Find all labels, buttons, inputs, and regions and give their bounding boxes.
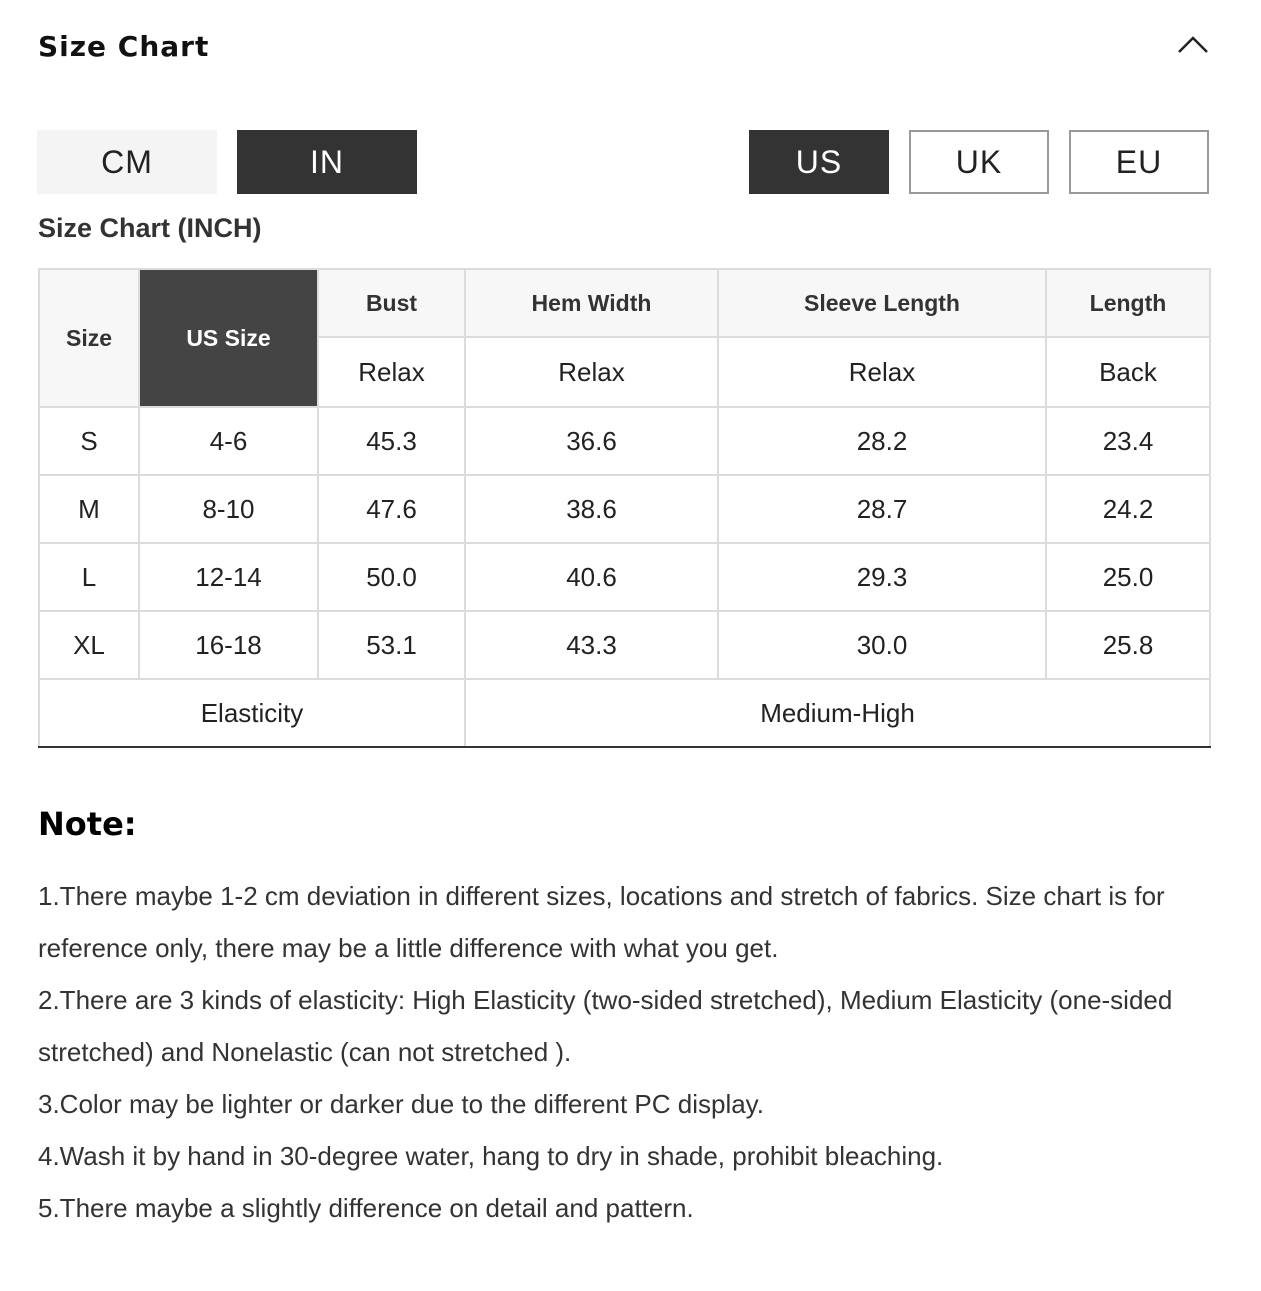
region-us-button[interactable]: US <box>749 130 889 194</box>
cell-sleeve-length: 28.7 <box>718 475 1046 543</box>
cell-bust: 50.0 <box>318 543 465 611</box>
cell-sleeve-length: 30.0 <box>718 611 1046 679</box>
cell-bust: 45.3 <box>318 407 465 475</box>
header-sleeve-length: Sleeve Length <box>718 269 1046 337</box>
cell-us-size: 8-10 <box>139 475 318 543</box>
header-us-size: US Size <box>139 269 318 407</box>
cell-length: 25.8 <box>1046 611 1210 679</box>
subheader-hem-width: Relax <box>465 337 718 407</box>
note-item: 3.Color may be lighter or darker due to the different PC display. <box>38 1089 764 1119</box>
header-bust: Bust <box>318 269 465 337</box>
unit-cm-button[interactable]: CM <box>37 130 217 194</box>
unit-in-button[interactable]: IN <box>237 130 417 194</box>
cell-size: L <box>39 543 139 611</box>
cell-us-size: 16-18 <box>139 611 318 679</box>
table-row <box>39 543 1210 611</box>
subheader-bust: Relax <box>318 337 465 407</box>
header-size: Size <box>39 269 139 407</box>
cell-size: S <box>39 407 139 475</box>
cell-hem-width: 38.6 <box>465 475 718 543</box>
region-eu-button[interactable]: EU <box>1069 130 1209 194</box>
size-chart-title: Size Chart <box>38 30 210 63</box>
note-item: 1.There maybe 1-2 cm deviation in different sizes, locations and stretch of fabrics. Size chart is for reference only, there may be a little difference with what you get. <box>38 881 1165 963</box>
table-row <box>39 611 1210 679</box>
table-row <box>39 407 1210 475</box>
cell-size: M <box>39 475 139 543</box>
chevron-up-icon[interactable] <box>1176 32 1210 56</box>
note-item: 4.Wash it by hand in 30-degree water, hang to dry in shade, prohibit bleaching. <box>38 1141 944 1171</box>
elasticity-row <box>39 679 1210 747</box>
cell-sleeve-length: 28.2 <box>718 407 1046 475</box>
subheader-sleeve-length: Relax <box>718 337 1046 407</box>
cell-sleeve-length: 29.3 <box>718 543 1046 611</box>
notes-list <box>38 870 1218 1234</box>
region-uk-button[interactable]: UK <box>909 130 1049 194</box>
table-header-row <box>39 269 1210 337</box>
cell-hem-width: 43.3 <box>465 611 718 679</box>
cell-hem-width: 36.6 <box>465 407 718 475</box>
chart-subtitle: Size Chart (INCH) <box>38 213 262 243</box>
note-item: 2.There are 3 kinds of elasticity: High Elasticity (two-sided stretched), Medium Elasticity (one-sided stretched) and Nonelastic (can not stretched ). <box>38 985 1173 1067</box>
header-hem-width: Hem Width <box>465 269 718 337</box>
cell-us-size: 12-14 <box>139 543 318 611</box>
cell-length: 24.2 <box>1046 475 1210 543</box>
elasticity-value: Medium-High <box>465 679 1210 747</box>
cell-length: 25.0 <box>1046 543 1210 611</box>
size-table <box>38 268 1211 748</box>
header-length: Length <box>1046 269 1210 337</box>
cell-bust: 47.6 <box>318 475 465 543</box>
cell-hem-width: 40.6 <box>465 543 718 611</box>
cell-size: XL <box>39 611 139 679</box>
cell-length: 23.4 <box>1046 407 1210 475</box>
elasticity-label: Elasticity <box>39 679 465 747</box>
note-item: 5.There maybe a slightly difference on detail and pattern. <box>38 1193 694 1223</box>
note-title: Note: <box>38 805 137 843</box>
cell-bust: 53.1 <box>318 611 465 679</box>
cell-us-size: 4-6 <box>139 407 318 475</box>
table-row <box>39 475 1210 543</box>
subheader-length: Back <box>1046 337 1210 407</box>
